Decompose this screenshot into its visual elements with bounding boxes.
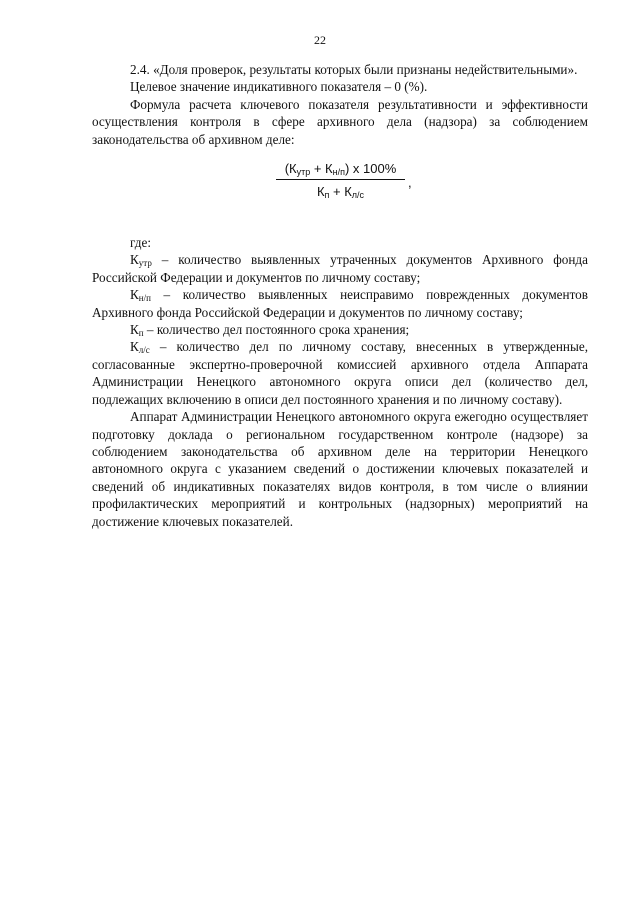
indicator-title: 2.4. «Доля проверок, результаты которых были признаны недействительными». <box>130 62 578 77</box>
document-body <box>92 61 588 530</box>
formula-block <box>92 160 588 212</box>
final-paragraph: Аппарат Администрации Ненецкого автономного округа ежегодно осуществляет подготовку доклада о региональном государственном контроле (надзоре) за соблюдением законодательства об архивном деле на территории Ненецкого автономного округа с указанием сведений о достижении ключевых показателей и сведений об индикативных показателях видов контроля, в том числе о влиянии профилактических мероприятий и контрольных (надзорных) мероприятий на достижение ключевых показателей. <box>92 409 588 529</box>
definition-k-np: $К_{н/п}$ – количество выявленных неисправимо поврежденных документов Архивного фонда Российской Федерации и документов по личному составу; <box>92 287 588 320</box>
where-label: где: <box>130 235 151 251</box>
formula-intro: Формула расчета ключевого показателя результативности и эффективности осуществления контроля в сфере архивного дела (надзора) за соблюдением законодательства об архивном деле: <box>92 96 588 147</box>
formula <box>276 160 412 201</box>
definition-k-ls: $К_{л/с}$ – количество дел по личному составу, внесенных в утвержденные, согласованные экспертно-проверочной комиссией архивного отдела Аппарата Администрации Ненецкого автономного округа описи дел (количество дел, подлежащих включению в описи дел постоянного хранения и по личному составу). <box>92 339 588 407</box>
definition-k-utr: $К_{утр}$ – количество выявленных утраченных документов Архивного фонда Российской Федерации и документов по личному составу; <box>92 252 588 285</box>
target-value: Целевое значение индикативного показателя – 0 (%). <box>130 79 428 95</box>
formula-comma: , <box>408 175 412 191</box>
formula-numerator: $(К_{утр} + К_{н/п})$ x 100% <box>284 161 397 178</box>
formula-denominator: $К_п + К_{л/с}$ <box>316 184 365 201</box>
page-number: 22 <box>314 33 326 47</box>
definition-k-p: $К_п$ – количество дел постоянного срока хранения; <box>130 322 410 339</box>
